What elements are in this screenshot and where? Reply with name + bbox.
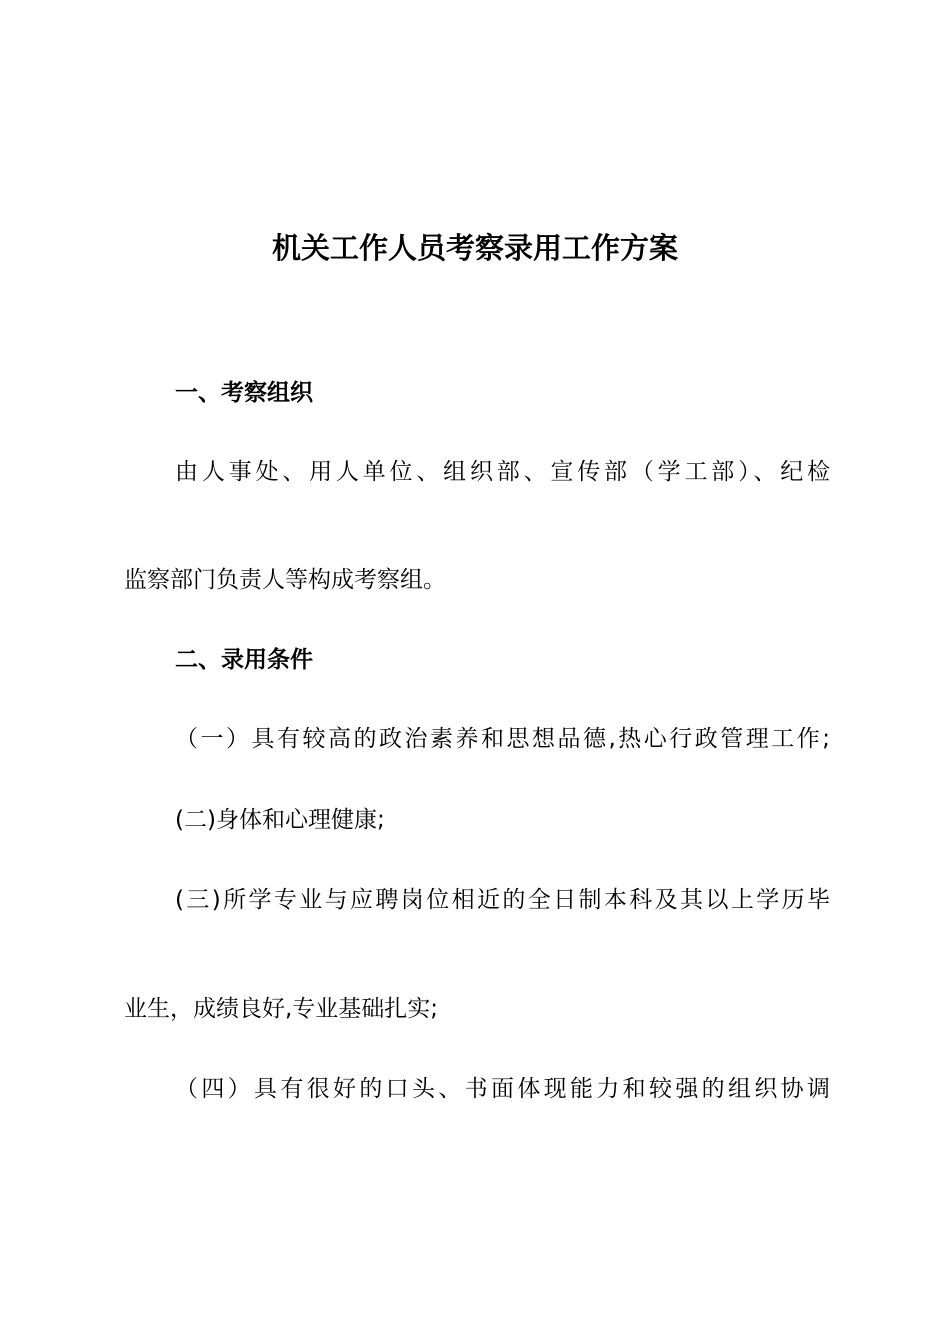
condition-item-1: （一）具有较高的政治素养和思想品德,热心行政管理工作; xyxy=(175,726,830,752)
condition-item-3: (三)所学专业与应聘岗位相近的全日制本科及其以上学历毕 xyxy=(175,887,830,913)
condition-item-3-continued: 业生，成绩良好,专业基础扎实; xyxy=(124,996,439,1022)
section-heading-conditions: 二、录用条件 xyxy=(175,647,313,673)
section-heading-organization: 一、考察组织 xyxy=(175,380,313,406)
paragraph-line: 由人事处、用人单位、组织部、宣传部（学工部）、纪检 xyxy=(175,459,830,485)
condition-item-2: (二)身体和心理健康; xyxy=(175,807,385,833)
condition-item-4: （四）具有很好的口头、书面体现能力和较强的组织协调 xyxy=(175,1076,830,1102)
paragraph-line: 监察部门负责人等构成考察组。 xyxy=(124,567,446,593)
document-title: 机关工作人员考察录用工作方案 xyxy=(271,231,678,265)
